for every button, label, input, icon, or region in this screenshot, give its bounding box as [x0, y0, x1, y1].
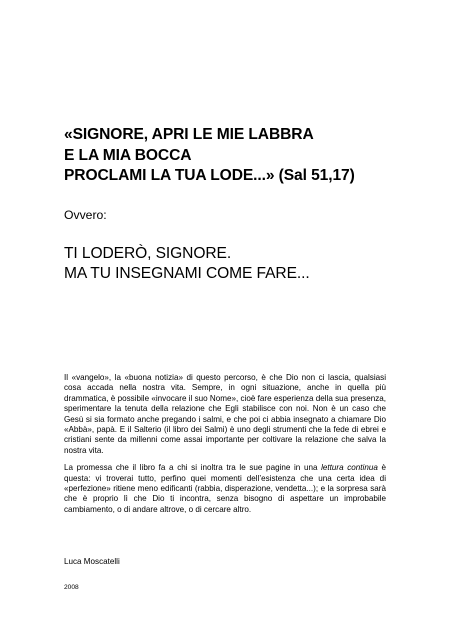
author-name: Luca Moscatelli	[64, 557, 120, 566]
paragraph-text: è questa: vi troverai tutto, perfino quei momenti dell’esistenza che una certa idea di «perfezione» ritiene meno edificanti (rabbia, disperazione, vendetta...); e la sorpresa sarà che è proprio lì che Dio ti incontra, senza bisogno di aspettare un improbabile cambiamento, o di andare altrove, o di cercare altro.	[64, 463, 386, 514]
body-text	[64, 373, 386, 515]
subtitle-line: TI LODERÒ, SIGNORE.	[64, 245, 232, 262]
subtitle-line: MA TU INSEGNAMI COME FARE...	[64, 265, 310, 282]
title-line: «SIGNORE, APRI LE MIE LABBRA	[64, 126, 314, 143]
page-subtitle	[64, 244, 404, 284]
body-paragraph	[64, 463, 386, 515]
publication-year: 2008	[64, 584, 79, 591]
emphasis-text: lettura continua	[321, 463, 378, 473]
paragraph-text: La promessa che il libro fa a chi si inoltra tra le sue pagine in una	[64, 463, 322, 473]
ovvero-label: Ovvero:	[64, 208, 107, 222]
title-line: PROCLAMI LA TUA LODE...» (Sal 51,17)	[64, 167, 355, 184]
body-paragraph: Il «vangelo», la «buona notizia» di questo percorso, è che Dio non ci lascia, qualsiasi cosa accada nella nostra vita. Sempre, in ogni situazione, anche in quella più drammatica, è possibile «invocare il suo Nome», cioè fare esperienza della sua presenza, sperimentare la tenuta della relazione che Egli stabilisce con noi. Non è un caso che Gesù si sia formato anche pregando i salmi, e che poi ci abbia insegnato a chiamare Dio «Abbà», papà. E il Salterio (il libro dei Salmi) è uno degli strumenti che la fede di ebrei e cristiani sente da millenni come assai importante per coltivare la relazione che salva la nostra vita.	[64, 373, 386, 455]
page-title	[64, 125, 394, 187]
title-line: E LA MIA BOCCA	[64, 146, 192, 164]
